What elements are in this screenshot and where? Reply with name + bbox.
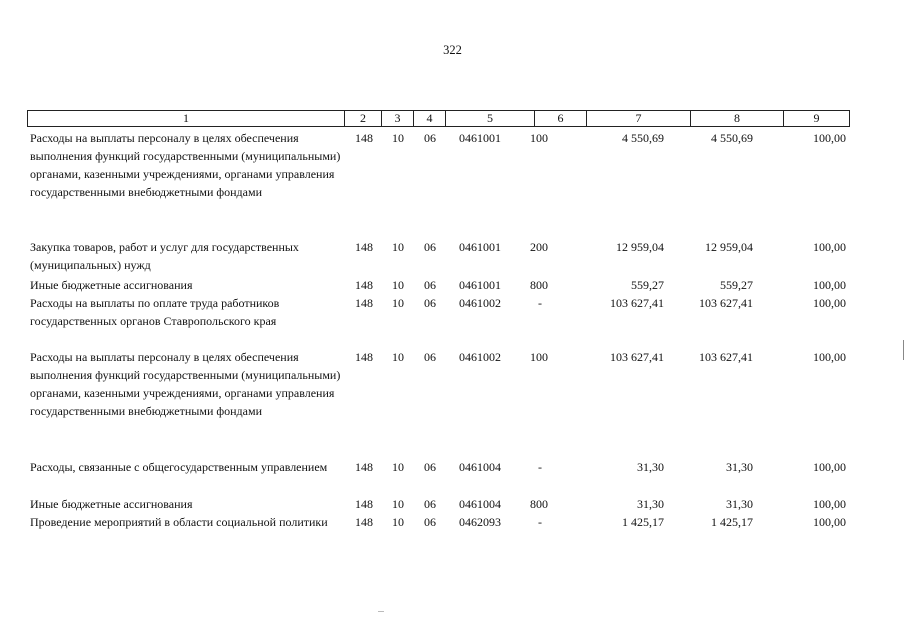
row-col-8: 12 959,04 bbox=[705, 240, 753, 254]
row-col-5: 0461001 bbox=[459, 131, 501, 145]
row-col-8: 4 550,69 bbox=[711, 131, 753, 145]
row-col-9: 100,00 bbox=[813, 460, 846, 474]
row-col-6: 800 bbox=[530, 278, 548, 292]
row-col-2: 148 bbox=[355, 278, 373, 292]
row-col-5: 0461001 bbox=[459, 240, 501, 254]
row-col-2: 148 bbox=[355, 460, 373, 474]
row-col-8: 103 627,41 bbox=[699, 296, 753, 310]
row-col-9: 100,00 bbox=[813, 240, 846, 254]
row-col-2: 148 bbox=[355, 131, 373, 145]
row-col-6: - bbox=[538, 296, 542, 310]
scan-speck bbox=[378, 611, 384, 612]
header-col-9: 9 bbox=[783, 111, 849, 126]
row-col-4: 06 bbox=[424, 350, 436, 364]
row-col-5: 0461001 bbox=[459, 278, 501, 292]
row-col-8: 1 425,17 bbox=[711, 515, 753, 529]
header-col-5: 5 bbox=[445, 111, 534, 126]
table-header bbox=[27, 110, 850, 127]
row-col-7: 559,27 bbox=[631, 278, 664, 292]
row-col-2: 148 bbox=[355, 296, 373, 310]
row-col-5: 0461004 bbox=[459, 460, 501, 474]
row-col-3: 10 bbox=[392, 240, 404, 254]
row-col-9: 100,00 bbox=[813, 515, 846, 529]
row-name: Закупка товаров, работ и услуг для государственных (муниципальных) нужд bbox=[30, 240, 299, 272]
row-col-4: 06 bbox=[424, 131, 436, 145]
row-col-5: 0461004 bbox=[459, 497, 501, 511]
row-col-8: 559,27 bbox=[720, 278, 753, 292]
row-col-3: 10 bbox=[392, 497, 404, 511]
header-col-3: 3 bbox=[381, 111, 413, 126]
row-col-2: 148 bbox=[355, 240, 373, 254]
row-name: Проведение мероприятий в области социальной политики bbox=[30, 515, 328, 529]
header-col-1: 1 bbox=[183, 111, 189, 125]
header-col-8: 8 bbox=[690, 111, 783, 126]
row-name: Иные бюджетные ассигнования bbox=[30, 497, 193, 511]
header-col-7: 7 bbox=[586, 111, 690, 126]
row-col-8: 31,30 bbox=[726, 497, 753, 511]
row-col-3: 10 bbox=[392, 278, 404, 292]
row-name: Расходы на выплаты персоналу в целях обеспечения выполнения функций государственными (муниципальными) органами, казенными учреждениями, органами управления государственными внебюджетными фондами bbox=[30, 131, 341, 199]
row-name: Расходы, связанные с общегосударственным управлением bbox=[30, 460, 328, 474]
row-name: Расходы на выплаты по оплате труда работников государственных органов Ставропольского края bbox=[30, 296, 280, 328]
row-name: Иные бюджетные ассигнования bbox=[30, 278, 193, 292]
row-col-6: 100 bbox=[530, 131, 548, 145]
header-col-4: 4 bbox=[413, 111, 445, 126]
row-col-4: 06 bbox=[424, 497, 436, 511]
row-col-7: 1 425,17 bbox=[622, 515, 664, 529]
row-col-7: 103 627,41 bbox=[610, 296, 664, 310]
row-col-6: 200 bbox=[530, 240, 548, 254]
row-col-3: 10 bbox=[392, 131, 404, 145]
row-col-6: - bbox=[538, 515, 542, 529]
row-col-4: 06 bbox=[424, 278, 436, 292]
row-col-9: 100,00 bbox=[813, 131, 846, 145]
header-col-2: 2 bbox=[344, 111, 381, 126]
row-col-3: 10 bbox=[392, 515, 404, 529]
row-col-7: 103 627,41 bbox=[610, 350, 664, 364]
row-col-2: 148 bbox=[355, 515, 373, 529]
row-col-9: 100,00 bbox=[813, 350, 846, 364]
row-col-7: 4 550,69 bbox=[622, 131, 664, 145]
row-col-8: 103 627,41 bbox=[699, 350, 753, 364]
row-col-7: 31,30 bbox=[637, 460, 664, 474]
row-col-5: 0461002 bbox=[459, 296, 501, 310]
header-col-6: 6 bbox=[534, 111, 586, 126]
row-col-9: 100,00 bbox=[813, 278, 846, 292]
row-col-7: 31,30 bbox=[637, 497, 664, 511]
row-col-4: 06 bbox=[424, 296, 436, 310]
scan-edge-mark bbox=[903, 340, 904, 360]
row-col-6: 100 bbox=[530, 350, 548, 364]
row-name: Расходы на выплаты персоналу в целях обеспечения выполнения функций государственными (муниципальными) органами, казенными учреждениями, органами управления государственными внебюджетными фондами bbox=[30, 350, 341, 418]
row-col-6: - bbox=[538, 460, 542, 474]
row-col-3: 10 bbox=[392, 350, 404, 364]
page-number: 322 bbox=[443, 43, 462, 57]
row-col-9: 100,00 bbox=[813, 296, 846, 310]
row-col-8: 31,30 bbox=[726, 460, 753, 474]
row-col-6: 800 bbox=[530, 497, 548, 511]
row-col-2: 148 bbox=[355, 350, 373, 364]
row-col-4: 06 bbox=[424, 240, 436, 254]
row-col-7: 12 959,04 bbox=[616, 240, 664, 254]
row-col-4: 06 bbox=[424, 460, 436, 474]
row-col-4: 06 bbox=[424, 515, 436, 529]
row-col-3: 10 bbox=[392, 460, 404, 474]
row-col-5: 0462093 bbox=[459, 515, 501, 529]
row-col-5: 0461002 bbox=[459, 350, 501, 364]
row-col-2: 148 bbox=[355, 497, 373, 511]
row-col-3: 10 bbox=[392, 296, 404, 310]
row-col-9: 100,00 bbox=[813, 497, 846, 511]
